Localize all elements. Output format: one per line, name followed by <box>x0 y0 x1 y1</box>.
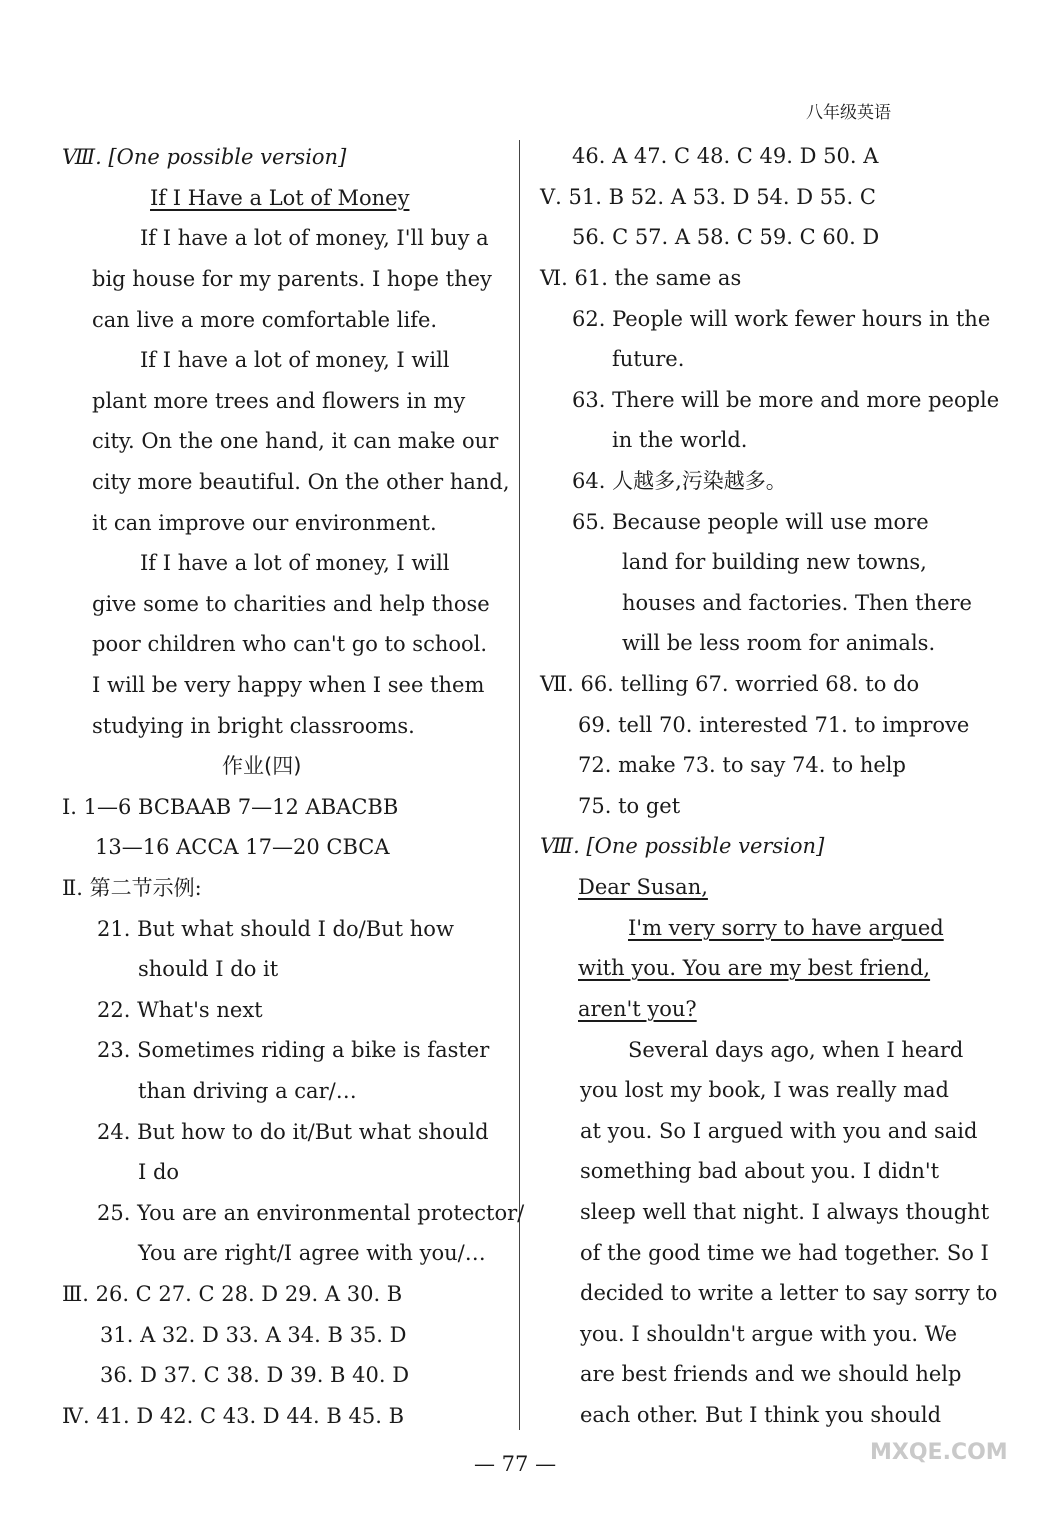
left-line-29: 31. A 32. D 33. A 34. B 35. D <box>100 1323 407 1347</box>
right-line-13: Ⅶ. 66. telling 67. worried 68. to do <box>540 672 920 696</box>
page-header-title: 八年级英语 <box>806 103 891 123</box>
left-line-28: Ⅲ. 26. C 27. C 28. D 29. A 30. B <box>62 1282 403 1306</box>
right-line-26: sleep well that night. I always thought <box>580 1200 990 1224</box>
left-line-18: Ⅱ. 第二节示例: <box>62 876 202 900</box>
left-line-4: can live a more comfortable life. <box>92 308 438 332</box>
right-line-17: Ⅷ. [One possible version] <box>540 834 825 858</box>
right-line-23: you lost my book, I was really mad <box>580 1078 949 1102</box>
left-line-3: big house for my parents. I hope they <box>92 267 492 291</box>
section-heading: 作业(四) <box>222 754 302 778</box>
right-line-4: 62. People will work fewer hours in the <box>572 307 991 331</box>
right-line-9: 65. Because people will use more <box>572 510 929 534</box>
left-line-26: 25. You are an environmental protector/ <box>97 1201 525 1225</box>
left-line-13: I will be very happy when I see them <box>92 673 485 697</box>
right-line-15: 72. make 73. to say 74. to help <box>578 753 906 777</box>
right-line-11: houses and factories. Then there <box>622 591 972 615</box>
left-line-5: If I have a lot of money, I will <box>140 348 450 372</box>
left-line-9: it can improve our environment. <box>92 511 437 535</box>
left-line-16: Ⅰ. 1—6 BCBAAB 7—12 ABACBB <box>62 795 399 819</box>
right-line-5: future. <box>612 347 685 371</box>
left-essay-title: If I Have a Lot of Money <box>150 186 410 210</box>
left-line-20: should I do it <box>138 957 279 981</box>
right-line-21: aren't you? <box>578 997 697 1021</box>
right-line-12: will be less room for animals. <box>622 631 936 655</box>
right-line-20: with you. You are my best friend, <box>578 956 931 980</box>
left-line-10: If I have a lot of money, I will <box>140 551 450 575</box>
right-line-10: land for building new towns, <box>622 550 927 574</box>
letter-greeting: Dear Susan, <box>578 875 708 899</box>
left-line-19: 21. But what should I do/But how <box>97 917 454 941</box>
left-line-17: 13—16 ACCA 17—20 CBCA <box>95 835 390 859</box>
left-line-27: You are right/I agree with you/… <box>138 1241 486 1265</box>
right-line-3: Ⅵ. 61. the same as <box>540 266 742 290</box>
left-line-6: plant more trees and flowers in my <box>92 389 466 413</box>
left-line-22: 23. Sometimes riding a bike is faster <box>97 1038 490 1062</box>
left-line-8: city more beautiful. On the other hand, <box>92 470 510 494</box>
right-line-8: 64. 人越多,污染越多。 <box>572 469 787 493</box>
page-number: — 77 — <box>474 1452 557 1476</box>
left-line-23: than driving a car/… <box>138 1079 357 1103</box>
left-line-25: I do <box>138 1160 180 1184</box>
left-line-30: 36. D 37. C 38. D 39. B 40. D <box>100 1363 410 1387</box>
right-line-7: in the world. <box>612 428 748 452</box>
right-line-16: 75. to get <box>578 794 681 818</box>
left-line-31: Ⅳ. 41. D 42. C 43. D 44. B 45. B <box>62 1404 404 1428</box>
right-line-27: of the good time we had together. So I <box>580 1241 989 1265</box>
right-line-22: Several days ago, when I heard <box>628 1038 964 1062</box>
watermark: MXQE.COM <box>870 1440 1008 1465</box>
right-line-30: are best friends and we should help <box>580 1362 962 1386</box>
right-line-14: 69. tell 70. interested 71. to improve <box>578 713 970 737</box>
left-line-2: If I have a lot of money, I'll buy a <box>140 226 489 250</box>
left-line-0: Ⅷ. [One possible version] <box>62 145 347 169</box>
right-line-31: each other. But I think you should <box>580 1403 942 1427</box>
left-line-14: studying in bright classrooms. <box>92 714 415 738</box>
right-line-6: 63. There will be more and more people <box>572 388 1000 412</box>
left-line-24: 24. But how to do it/But what should <box>97 1120 489 1144</box>
right-line-1: Ⅴ. 51. B 52. A 53. D 54. D 55. C <box>540 185 876 209</box>
column-divider <box>519 140 520 1430</box>
left-line-12: poor children who can't go to school. <box>92 632 488 656</box>
right-line-29: you. I shouldn't argue with you. We <box>580 1322 958 1346</box>
right-line-25: something bad about you. I didn't <box>580 1159 940 1183</box>
left-line-7: city. On the one hand, it can make our <box>92 429 499 453</box>
right-line-0: 46. A 47. C 48. C 49. D 50. A <box>572 144 879 168</box>
left-line-11: give some to charities and help those <box>92 592 490 616</box>
right-line-2: 56. C 57. A 58. C 59. C 60. D <box>572 225 880 249</box>
right-line-19: I'm very sorry to have argued <box>628 916 944 940</box>
right-line-28: decided to write a letter to say sorry to <box>580 1281 998 1305</box>
left-line-21: 22. What's next <box>97 998 263 1022</box>
right-line-24: at you. So I argued with you and said <box>580 1119 978 1143</box>
